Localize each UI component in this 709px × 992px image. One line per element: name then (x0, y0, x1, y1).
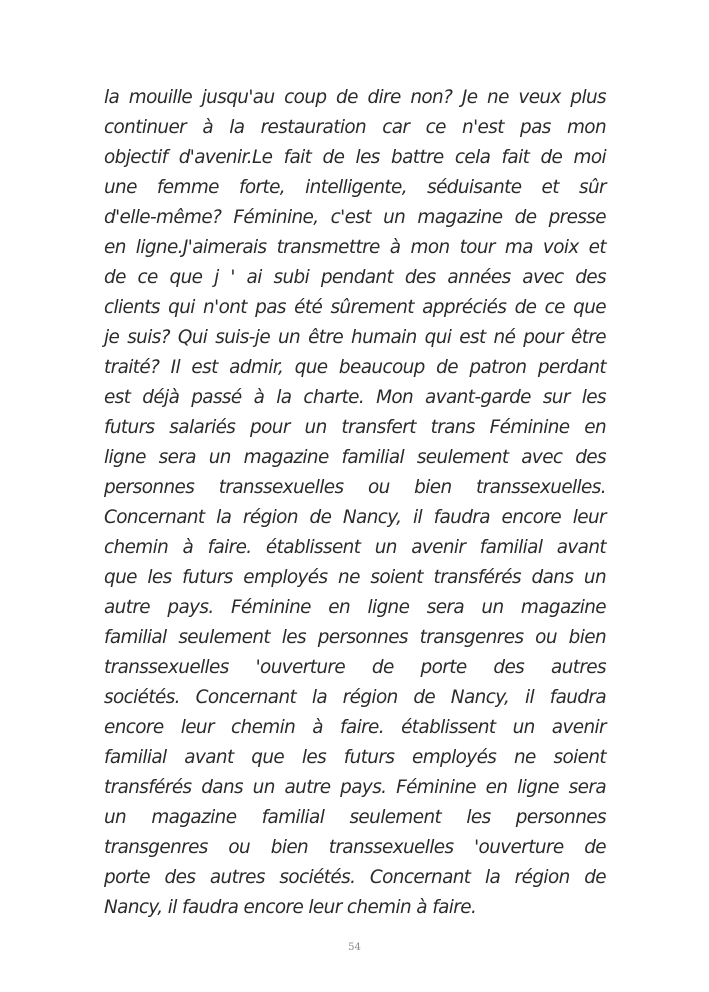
text-line: que les futurs employés ne soient transférés dans un (104, 567, 606, 588)
text-line: est déjà passé à la charte. Mon avant-garde sur les (104, 387, 606, 408)
text-line: transsexuelles 'ouverture de porte des autres (104, 657, 606, 678)
text-line: sociétés. Concernant la région de Nancy, il faudra (104, 687, 606, 708)
text-line: futurs salariés pour un transfert trans Féminine en (104, 417, 606, 438)
text-line: la mouille jusqu'au coup de dire non? Je ne veux plus (104, 87, 606, 108)
text-line: ligne sera un magazine familial seulement avec des (104, 447, 606, 468)
body-paragraph (104, 83, 606, 923)
text-line: autre pays. Féminine en ligne sera un magazine (104, 597, 606, 618)
text-line: je suis? Qui suis-je un être humain qui est né pour être (104, 327, 606, 348)
text-line: de ce que j ' ai subi pendant des années avec des (104, 267, 606, 288)
text-line: familial avant que les futurs employés ne soient (104, 747, 606, 768)
text-line: traité? Il est admir, que beaucoup de patron perdant (104, 357, 606, 378)
text-line: Nancy, il faudra encore leur chemin à faire. (104, 897, 477, 918)
text-line: clients qui n'ont pas été sûrement appréciés de ce que (104, 297, 606, 318)
text-line: d'elle-même? Féminine, c'est un magazine de presse (104, 207, 606, 228)
text-line: en ligne.J'aimerais transmettre à mon tour ma voix et (104, 237, 606, 258)
text-line: transférés dans un autre pays. Féminine en ligne sera (104, 777, 606, 798)
text-line: porte des autres sociétés. Concernant la région de (104, 867, 606, 888)
text-line: Concernant la région de Nancy, il faudra encore leur (104, 507, 606, 528)
text-line: une femme forte, intelligente, séduisante et sûr (104, 177, 606, 198)
page-number: 54 (348, 942, 361, 953)
text-line: chemin à faire. établissent un avenir familial avant (104, 537, 606, 558)
text-line: encore leur chemin à faire. établissent un avenir (104, 717, 606, 738)
text-line: continuer à la restauration car ce n'est pas mon (104, 117, 606, 138)
text-line: personnes transsexuelles ou bien transsexuelles. (104, 477, 606, 498)
text-line: objectif d'avenir.Le fait de les battre cela fait de moi (104, 147, 606, 168)
text-line: un magazine familial seulement les personnes (104, 807, 606, 828)
text-line: transgenres ou bien transsexuelles 'ouverture de (104, 837, 606, 858)
text-line: familial seulement les personnes transgenres ou bien (104, 627, 606, 648)
